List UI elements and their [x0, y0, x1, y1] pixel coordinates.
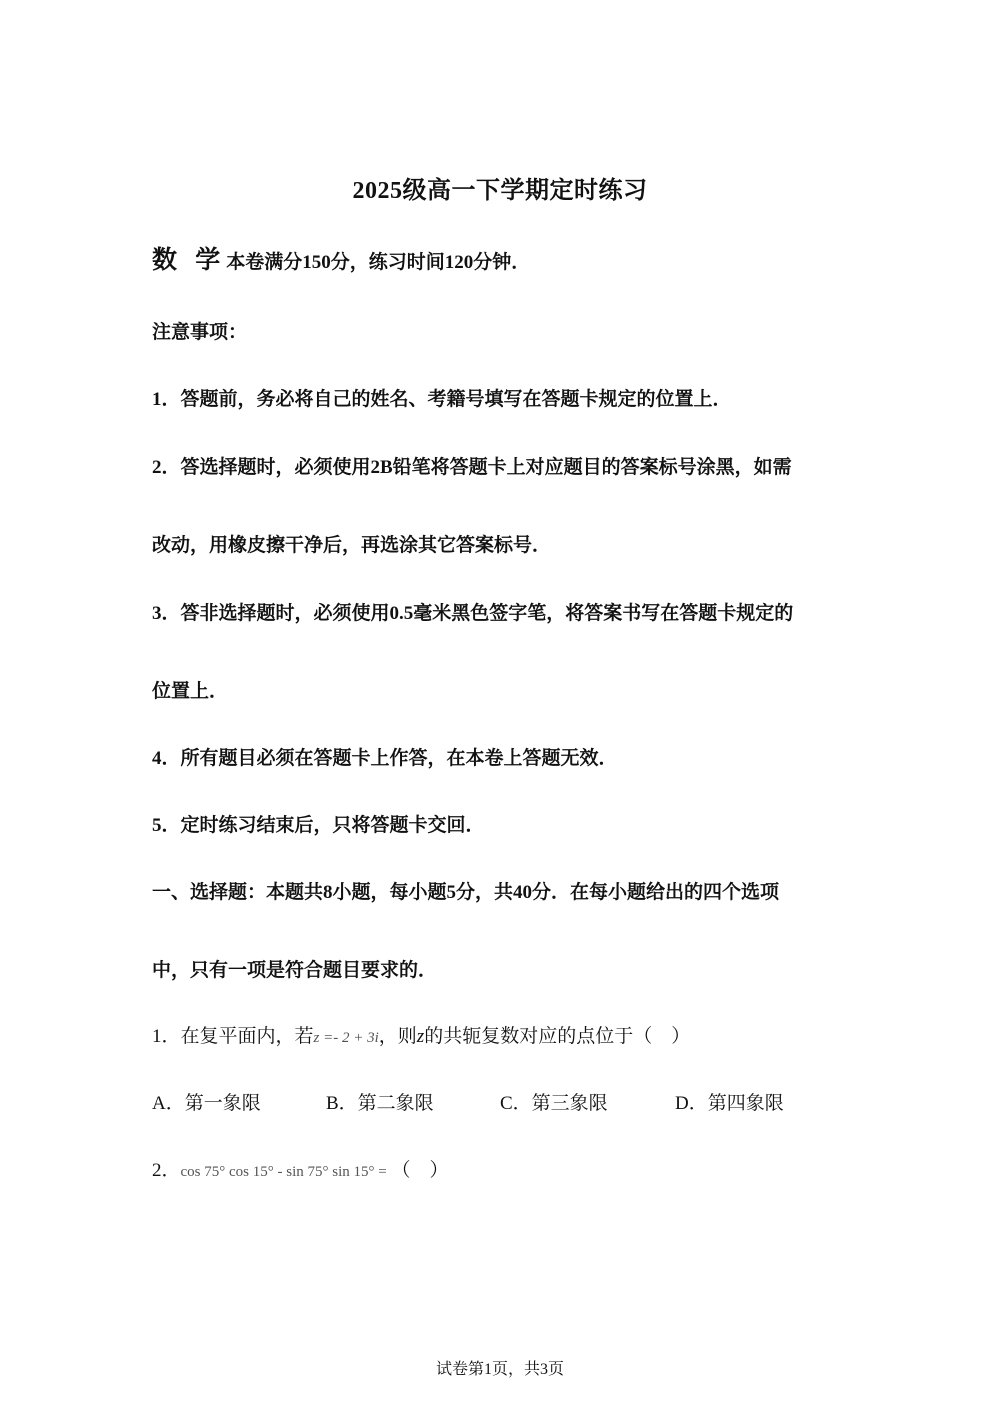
notes-heading: 注意事项： [152, 322, 248, 343]
section-heading-line-1: 一、选择题：本题共8小题，每小题5分，共40分．在每小题给出的四个选项 [152, 882, 780, 903]
question-1-variable: z [416, 1026, 425, 1047]
question-1-prefix: 1．在复平面内，若 [152, 1026, 314, 1047]
note-item-3-line-2: 位置上． [152, 681, 229, 702]
question-1-formula: z =- 2 + 3i [313, 1030, 379, 1046]
note-item-5: 5．定时练习结束后，只将答题卡交回． [152, 815, 485, 836]
note-item-1: 1．答题前，务必将自己的姓名、考籍号填写在答题卡规定的位置上． [152, 389, 732, 410]
page-footer: 试卷第1页，共3页 [435, 1361, 564, 1378]
note-item-2-line-1: 2．答选择题时，必须使用2B铅笔将答题卡上对应题目的答案标号涂黑，如需 [152, 457, 792, 478]
question-1 [152, 1021, 690, 1048]
option-d: D．第四象限 [675, 1093, 784, 1114]
page-title: 2025级高一下学期定时练习 [352, 178, 648, 204]
option-a: A．第一象限 [152, 1093, 261, 1114]
note-item-4: 4．所有题目必须在答题卡上作答，在本卷上答题无效． [152, 748, 618, 769]
question-1-suffix-a: ，则 [378, 1026, 417, 1047]
option-b: B．第二象限 [326, 1093, 434, 1114]
question-1-options [152, 1088, 852, 1116]
note-item-2-line-2: 改动，用橡皮擦干净后，再选涂其它答案标号． [152, 535, 552, 556]
note-item-3-line-1: 3．答非选择题时，必须使用0.5毫米黑色签字笔，将答案书写在答题卡规定的 [152, 603, 794, 624]
question-1-suffix-b: 的共轭复数对应的点位于（ ） [424, 1026, 691, 1047]
option-c: C．第三象限 [500, 1093, 608, 1114]
question-2-suffix: （ ） [391, 1160, 449, 1181]
subject-label: 数 学 [152, 247, 227, 274]
section-heading-line-2: 中，只有一项是符合题目要求的． [152, 960, 438, 981]
exam-description: 本卷满分150分，练习时间120分钟． [226, 252, 531, 273]
subject-line [152, 240, 530, 276]
question-2-number: 2． [152, 1160, 181, 1181]
question-2 [152, 1155, 448, 1182]
question-2-formula: cos 75° cos 15° - sin 75° sin 15° = [180, 1164, 387, 1180]
